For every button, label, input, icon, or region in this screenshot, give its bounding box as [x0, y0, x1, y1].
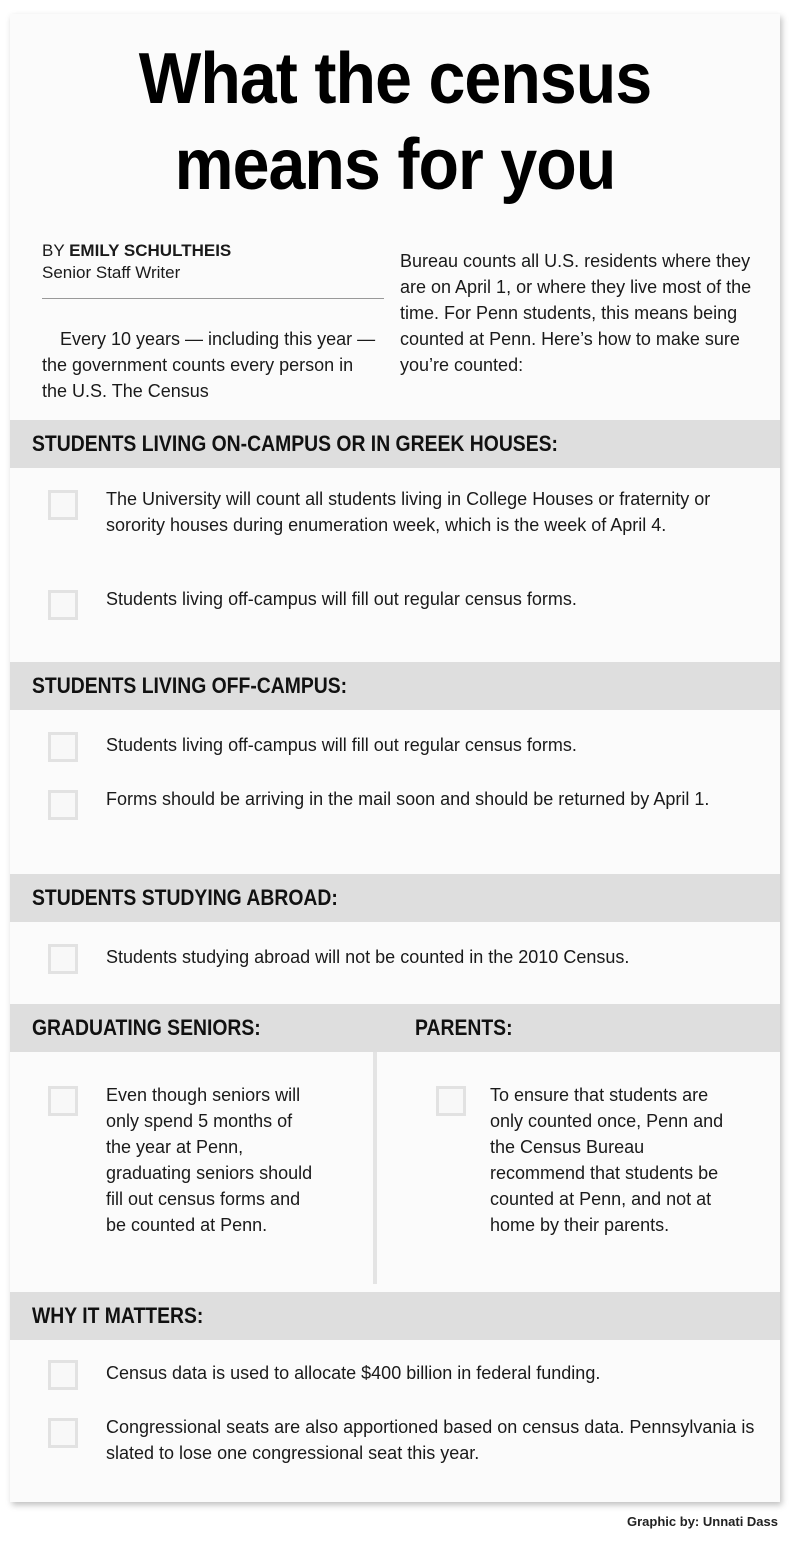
intro-paragraph-left: Every 10 years — including this year — the government counts every person in the U.S. The Census [42, 329, 376, 401]
byline-divider [42, 298, 384, 299]
section-heading-row-seniors-parents [10, 1004, 780, 1052]
intro-paragraph-right: Bureau counts all U.S. residents where they are on April 1, or where they live most of the time. For Penn students, this means being counted at Penn. Here’s how to make sure you’re counted: [400, 251, 752, 375]
checklist-item-text: Students living off-campus will fill out regular census forms. [106, 735, 577, 755]
checklist-item-text: To ensure that students are only counted once, Penn and the Census Bureau recommend that students be counted at Penn, and not at home by their parents. [490, 1085, 724, 1235]
byline [42, 240, 382, 284]
title-line-1: What the census [138, 39, 652, 119]
checklist-item-text: Forms should be arriving in the mail soon and should be returned by April 1. [106, 789, 710, 809]
checklist-item-text: The University will count all students living in College Houses or fraternity or sorority houses during enumeration week, which is the week of April 4. [106, 489, 711, 535]
section-heading-parents: PARENTS: [415, 1015, 513, 1040]
title-line-2: means for you [174, 125, 616, 205]
page-title [41, 36, 749, 208]
checkbox[interactable] [48, 1418, 78, 1448]
checklist-item-text: Students living off-campus will fill out regular census forms. [106, 589, 577, 609]
section-body-why-it-matters [10, 1340, 780, 1490]
section-heading-abroad: STUDENTS STUDYING ABROAD: [10, 874, 780, 922]
checkbox[interactable] [48, 1086, 78, 1116]
checklist-item-text: Congressional seats are also apportioned based on census data. Pennsylvania is slated to lose one congressional seat this year. [106, 1417, 755, 1463]
byline-author: EMILY SCHULTHEIS [69, 241, 232, 260]
checklist-item-text: Students studying abroad will not be counted in the 2010 Census. [106, 947, 630, 967]
section-body-seniors-parents [10, 1052, 780, 1284]
graphic-credit: Graphic by: Unnati Dass [627, 1514, 778, 1529]
checklist-item-text: Census data is used to allocate $400 billion in federal funding. [106, 1363, 601, 1383]
section-body-on-campus [10, 468, 780, 658]
byline-prefix: BY [42, 241, 70, 260]
byline-role: Senior Staff Writer [42, 263, 181, 282]
checkbox[interactable] [48, 732, 78, 762]
section-body-off-campus [10, 710, 780, 866]
infographic-panel [10, 14, 780, 1502]
checkbox[interactable] [48, 1360, 78, 1390]
section-heading-on-campus: STUDENTS LIVING ON-CAMPUS OR IN GREEK HOUSES: [10, 420, 780, 468]
section-heading-seniors: GRADUATING SENIORS: [32, 1015, 261, 1040]
section-heading-why-it-matters: WHY IT MATTERS: [10, 1292, 780, 1340]
section-heading-off-campus: STUDENTS LIVING OFF-CAMPUS: [10, 662, 780, 710]
checkbox[interactable] [48, 944, 78, 974]
checkbox[interactable] [48, 790, 78, 820]
checkbox[interactable] [48, 490, 78, 520]
column-divider [373, 1052, 377, 1284]
section-body-abroad [10, 922, 780, 1006]
checkbox[interactable] [48, 590, 78, 620]
checkbox[interactable] [436, 1086, 466, 1116]
checklist-item-text: Even though seniors will only spend 5 months of the year at Penn, graduating seniors should fill out census forms and be counted at Penn. [106, 1085, 313, 1235]
